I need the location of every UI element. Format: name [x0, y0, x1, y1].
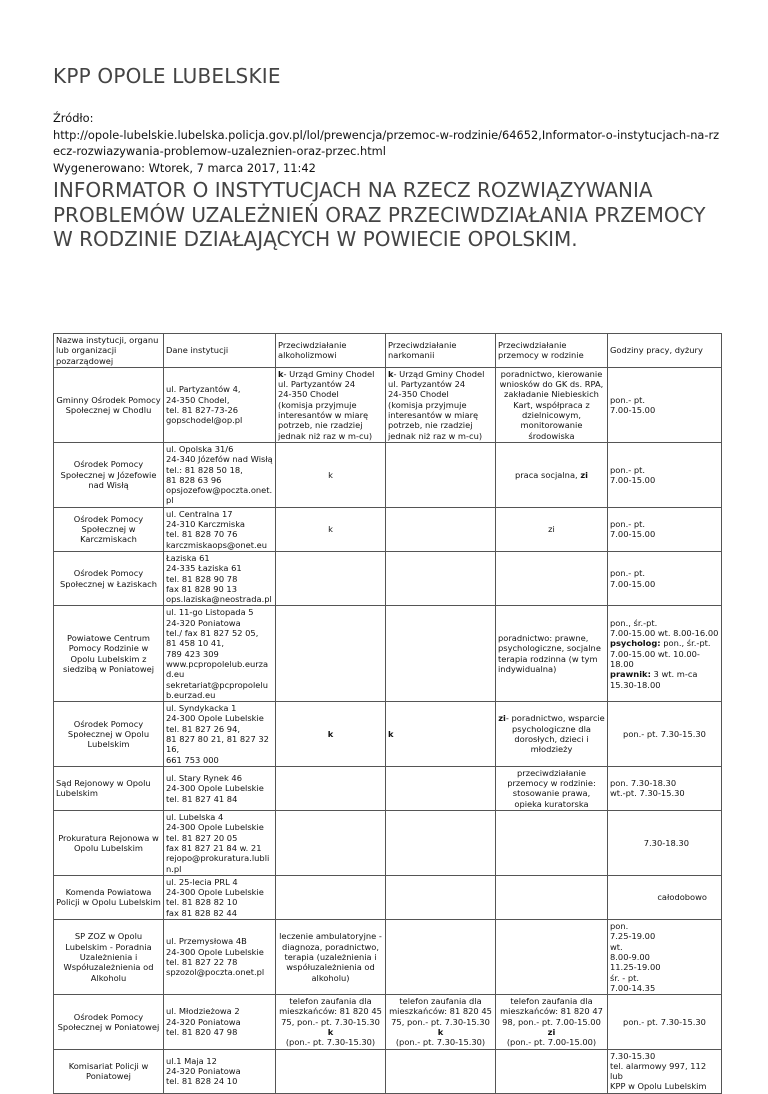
cell-violence	[496, 1049, 608, 1093]
document-title: INFORMATOR O INSTYTUCJACH NA RZECZ ROZWIĄZYWANIA PROBLEMÓW UZALEŻNIEŃ ORAZ PRZECIWDZIAŁANIA PRZEMOCY W RODZINIE DZIAŁAJĄCYCH W POWIECIE OPOLSKIM.	[53, 178, 706, 251]
source-label: Źródło:	[53, 111, 94, 125]
cell-hours: pon.- pt. 7.30-15.30	[608, 702, 722, 767]
source-url[interactable]: http://opole-lubelskie.lubelska.policja.gov.pl/lol/prewencja/przemoc-w-rodzinie/64652,Informator-o-instytucjach-na-rzecz-rozwiazywania-problemow-uzaleznien-oraz-przec.html	[53, 127, 720, 158]
table-row	[54, 920, 722, 995]
cell-data: Łaziska 61 24-335 Łaziska 61 tel. 81 828 90 78 fax 81 828 90 13 ops.laziska@neostrada.pl	[164, 551, 276, 605]
table-row	[54, 606, 722, 702]
cell-data: ul. Stary Rynek 46 24-300 Opole Lubelskie tel. 81 827 41 84	[164, 766, 276, 810]
table-header-row	[54, 334, 722, 368]
cell-drugs	[386, 507, 496, 551]
cell-alcohol: telefon zaufania dla mieszkańców: 81 820 45 75, pon.- pt. 7.30-15.30 k (pon.- pt. 7.30-15.30)	[276, 995, 386, 1049]
cell-violence: zi	[496, 507, 608, 551]
cell-data: ul.1 Maja 12 24-320 Poniatowa tel. 81 828 24 10	[164, 1049, 276, 1093]
table-row	[54, 551, 722, 605]
cell-hours: pon.- pt. 7.30-15.30	[608, 995, 722, 1049]
cell-name: Prokuratura Rejonowa w Opolu Lubelskim	[54, 811, 164, 876]
cell-drugs: k	[386, 702, 496, 767]
cell-violence	[496, 875, 608, 919]
cell-drugs	[386, 875, 496, 919]
cell-alcohol: k- Urząd Gminy Chodel ul. Partyzantów 24 24-350 Chodel (komisja przyjmuje interesantów w miarę potrzeb, nie rzadziej jednak niż raz w m-cu)	[276, 367, 386, 442]
cell-data: ul. Przemysłowa 4B 24-300 Opole Lubelskie tel. 81 827 22 78 spzozol@poczta.onet.pl	[164, 920, 276, 995]
cell-violence	[496, 811, 608, 876]
cell-violence: praca socjalna, zi	[496, 442, 608, 507]
cell-violence: telefon zaufania dla mieszkańców: 81 820 47 98, pon.- pt. 7.00-15.00 zi (pon.- pt. 7.00-15.00)	[496, 995, 608, 1049]
cell-name: Komenda Powiatowa Policji w Opolu Lubelskim	[54, 875, 164, 919]
cell-violence: przeciwdziałanie przemocy w rodzinie: stosowanie prawa, opieka kuratorska	[496, 766, 608, 810]
cell-name: Ośrodek Pomocy Społecznej w Opolu Lubelskim	[54, 702, 164, 767]
table-row	[54, 995, 722, 1049]
cell-drugs	[386, 1049, 496, 1093]
cell-violence	[496, 920, 608, 995]
cell-violence: poradnictwo: prawne, psychologiczne, socjalne terapia rodzinna (w tym indywidualna)	[496, 606, 608, 702]
cell-drugs	[386, 766, 496, 810]
cell-alcohol	[276, 606, 386, 702]
cell-alcohol	[276, 551, 386, 605]
cell-hours: pon. 7.30-18.30 wt.-pt. 7.30-15.30	[608, 766, 722, 810]
cell-name: Ośrodek Pomocy Społecznej w Łaziskach	[54, 551, 164, 605]
cell-hours: całodobowo	[608, 875, 722, 919]
cell-drugs: k- Urząd Gminy Chodel ul. Partyzantów 24 24-350 Chodel (komisja przyjmuje interesantów w miarę potrzeb, nie rzadziej jednak niż raz w m-cu)	[386, 367, 496, 442]
cell-alcohol	[276, 1049, 386, 1093]
cell-alcohol: k	[276, 507, 386, 551]
cell-data: ul. Partyzantów 4, 24-350 Chodel, tel. 81 827-73-26 gopschodel@op.pl	[164, 367, 276, 442]
generated-date: Wygenerowano: Wtorek, 7 marca 2017, 11:42	[53, 160, 316, 175]
table-row	[54, 875, 722, 919]
cell-drugs	[386, 920, 496, 995]
cell-hours: 7.30-18.30	[608, 811, 722, 876]
cell-data: ul. Opolska 31/6 24-340 Józefów nad Wisłą tel.: 81 828 50 18, 81 828 63 96 opsjozefow@poczta.onet.pl	[164, 442, 276, 507]
source-block	[53, 110, 721, 176]
cell-alcohol	[276, 875, 386, 919]
cell-hours: pon. 7.25-19.00 wt. 8.00-9.00 11.25-19.00 śr. - pt. 7.00-14.35	[608, 920, 722, 995]
header-drugs: Przeciwdziałanie narkomanii	[386, 334, 496, 368]
cell-name: Komisariat Policji w Poniatowej	[54, 1049, 164, 1093]
table-row	[54, 507, 722, 551]
cell-hours: 7.30-15.30 tel. alarmowy 997, 112 lub KPP w Opolu Lubelskim	[608, 1049, 722, 1093]
header-name: Nazwa instytucji, organu lub organizacji pozarządowej	[54, 334, 164, 368]
cell-violence: poradnictwo, kierowanie wniosków do GK ds. RPA, zakładanie Niebieskich Kart, współpraca z dzielnicowym, monitorowanie środowiska	[496, 367, 608, 442]
cell-name: SP ZOZ w Opolu Lubelskim - Poradnia Uzależnienia i Współuzależnienia od Alkoholu	[54, 920, 164, 995]
cell-alcohol: leczenie ambulatoryjne - diagnoza, poradnictwo, terapia (uzależnienia i współuzależnienia od alkoholu)	[276, 920, 386, 995]
cell-data: ul. Młodzieżowa 2 24-320 Poniatowa tel. 81 820 47 98	[164, 995, 276, 1049]
site-title: KPP OPOLE LUBELSKIE	[53, 64, 281, 88]
table-row	[54, 811, 722, 876]
cell-data: ul. 11-go Listopada 5 24-320 Poniatowa tel./ fax 81 827 52 05, 81 458 10 41, 789 423 309 www.pcpropolelub.eurzad.eu sekretariat@pcpropolelub.eurzad.eu	[164, 606, 276, 702]
cell-alcohol	[276, 766, 386, 810]
table-row	[54, 442, 722, 507]
cell-alcohol	[276, 811, 386, 876]
cell-data: ul. Syndykacka 1 24-300 Opole Lubelskie tel. 81 827 26 94, 81 827 80 21, 81 827 32 16, 661 753 000	[164, 702, 276, 767]
cell-drugs: telefon zaufania dla mieszkańców: 81 820 45 75, pon.- pt. 7.30-15.30 k (pon.- pt. 7.30-15.30)	[386, 995, 496, 1049]
cell-drugs	[386, 606, 496, 702]
cell-name: Ośrodek Pomocy Społecznej w Józefowie nad Wisłą	[54, 442, 164, 507]
cell-violence	[496, 551, 608, 605]
cell-hours: pon.- pt. 7.00-15.00	[608, 551, 722, 605]
cell-name: Ośrodek Pomocy Społecznej w Karczmiskach	[54, 507, 164, 551]
cell-name: Powiatowe Centrum Pomocy Rodzinie w Opolu Lubelskim z siedzibą w Poniatowej	[54, 606, 164, 702]
institutions-table	[53, 333, 722, 1094]
table-row	[54, 1049, 722, 1093]
cell-name: Ośrodek Pomocy Społecznej w Poniatowej	[54, 995, 164, 1049]
header-alcohol: Przeciwdziałanie alkoholizmowi	[276, 334, 386, 368]
table-row	[54, 367, 722, 442]
cell-data: ul. Centralna 17 24-310 Karczmiska tel. 81 828 70 76 karczmiskaops@onet.eu	[164, 507, 276, 551]
cell-name: Sąd Rejonowy w Opolu Lubelskim	[54, 766, 164, 810]
header-data: Dane instytucji	[164, 334, 276, 368]
table-row	[54, 766, 722, 810]
cell-hours: pon.- pt. 7.00-15.00	[608, 442, 722, 507]
cell-name: Gminny Ośrodek Pomocy Społecznej w Chodlu	[54, 367, 164, 442]
cell-violence: zi- poradnictwo, wsparcie psychologiczne dla dorosłych, dzieci i młodzieży	[496, 702, 608, 767]
cell-drugs	[386, 551, 496, 605]
table-row	[54, 702, 722, 767]
cell-hours: pon.- pt. 7.00-15.00	[608, 367, 722, 442]
cell-drugs	[386, 442, 496, 507]
cell-alcohol: k	[276, 702, 386, 767]
header-violence: Przeciwdziałanie przemocy w rodzinie	[496, 334, 608, 368]
cell-hours: pon.- pt. 7.00-15.00	[608, 507, 722, 551]
cell-data: ul. Lubelska 4 24-300 Opole Lubelskie tel. 81 827 20 05 fax 81 827 21 84 w. 21 rejopo@prokuratura.lublin.pl	[164, 811, 276, 876]
cell-hours: pon., śr.-pt. 7.00-15.00 wt. 8.00-16.00 psycholog: pon., śr.-pt. 7.00-15.00 wt. 10.00-18.00 prawnik: 3 wt. m-ca 15.30-18.00	[608, 606, 722, 702]
cell-alcohol: k	[276, 442, 386, 507]
cell-data: ul. 25-lecia PRL 4 24-300 Opole Lubelskie tel. 81 828 82 10 fax 81 828 82 44	[164, 875, 276, 919]
header-hours: Godziny pracy, dyżury	[608, 334, 722, 368]
cell-drugs	[386, 811, 496, 876]
